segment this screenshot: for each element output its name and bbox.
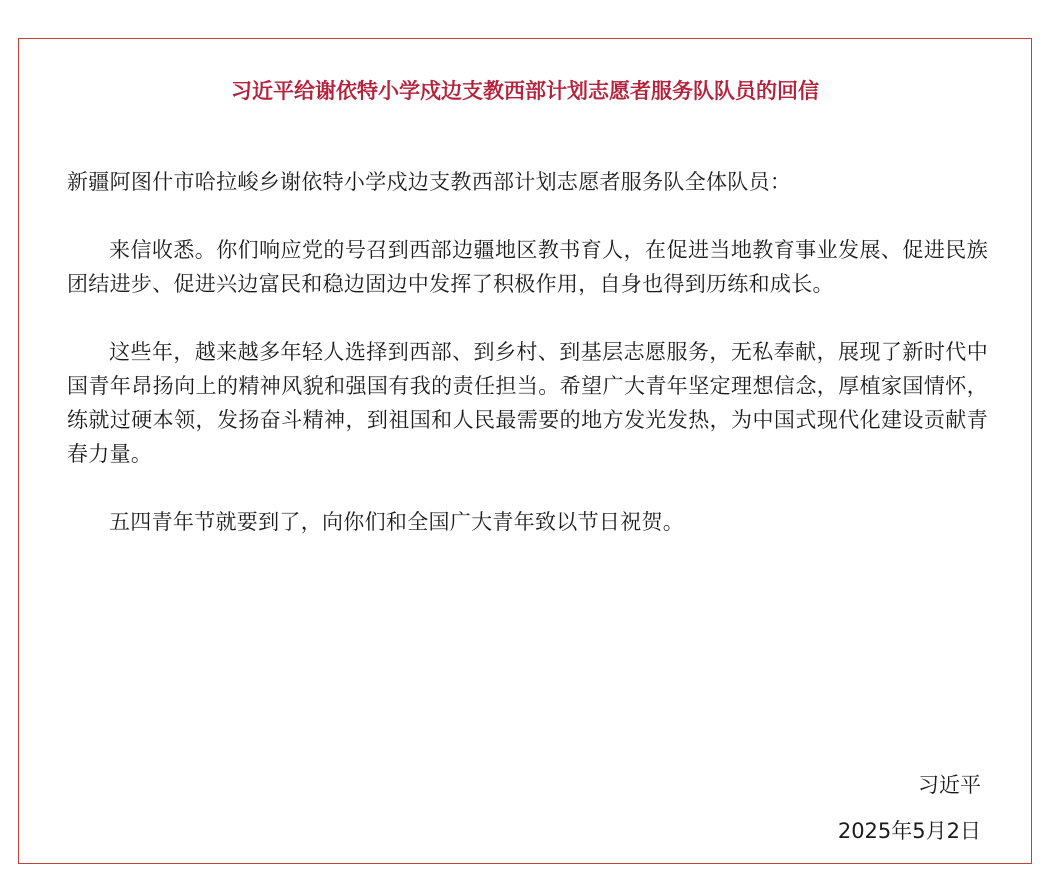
letter-body bbox=[67, 165, 988, 573]
signature-block bbox=[838, 762, 981, 854]
letter-title: 习近平给谢依特小学戍边支教西部计划志愿者服务队队员的回信 bbox=[231, 79, 819, 103]
salutation: 新疆阿图什市哈拉峻乡谢依特小学戍边支教西部计划志愿者服务队全体队员： bbox=[67, 170, 792, 194]
letter-frame bbox=[18, 38, 1032, 864]
paragraph-1: 来信收悉。你们响应党的号召到西部边疆地区教书育人，在促进当地教育事业发展、促进民族团结进步、促进兴边富民和稳边固边中发挥了积极作用，自身也得到历练和成长。 bbox=[67, 238, 988, 296]
signature-date: 2025年5月2日 bbox=[837, 819, 981, 843]
paragraph-2: 这些年，越来越多年轻人选择到西部、到乡村、到基层志愿服务，无私奉献，展现了新时代中国青年昂扬向上的精神风貌和强国有我的责任担当。希望广大青年坚定理想信念，厚植家国情怀，练就过硬本领，发扬奋斗精神，到祖国和人民最需要的地方发光发热，为中国式现代化建设贡献青春力量。 bbox=[67, 340, 988, 466]
signature-name: 习近平 bbox=[918, 773, 981, 797]
paragraph-3: 五四青年节就要到了，向你们和全国广大青年致以节日祝贺。 bbox=[109, 510, 685, 534]
